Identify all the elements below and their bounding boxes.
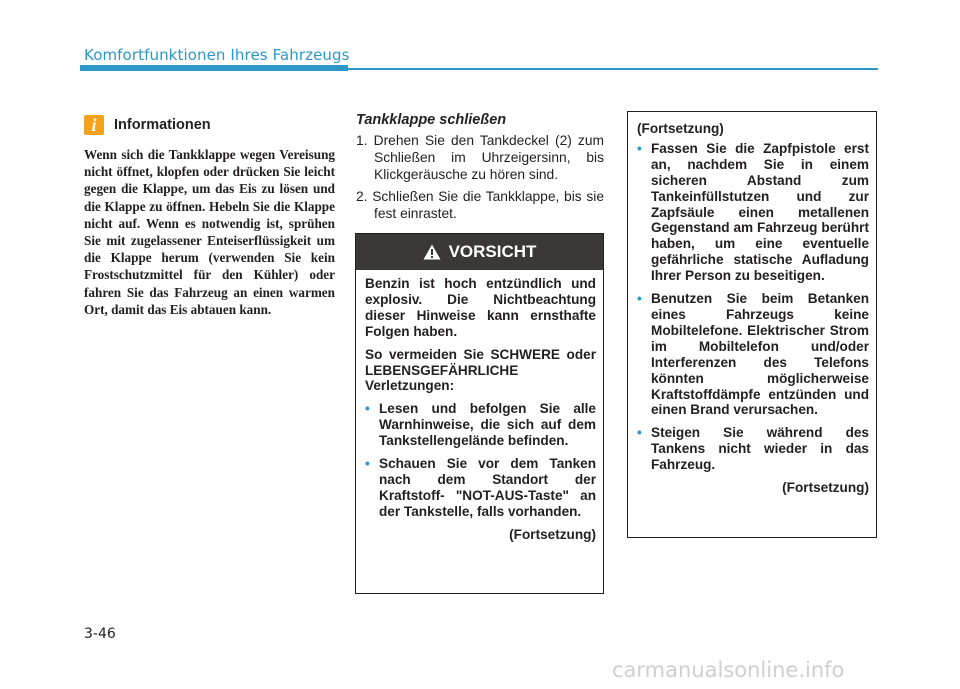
caution-paragraph: Benzin ist hoch entzündlich und explosiv. Die Nichtbeachtung dieser Hinweise kann ernsthafte Folgen haben.	[365, 276, 596, 339]
continuation-box	[627, 111, 877, 538]
bullet-icon: •	[637, 425, 642, 441]
continuation-bullet-text: Fassen Sie die Zapfpistole erst an, nachdem Sie in einem sicheren Abstand zum Tankeinfüllstutzen und zur Zapfsäule einen metallenen Gegenstand am Fahrzeug berührt haben, um eine eventuelle gefährliche statische Aufladung Ihrer Person zu beseitigen.	[651, 140, 869, 284]
bullet-icon: •	[365, 401, 370, 417]
caution-bullet-text: Schauen Sie vor dem Tanken nach dem Standort der Kraftstoff- "NOT-AUS-Taste" an der Tankstelle, falls vorhanden.	[379, 456, 596, 519]
caution-bullets	[365, 401, 596, 519]
steps-list	[356, 132, 604, 227]
info-heading	[84, 115, 211, 135]
info-icon: i	[84, 115, 104, 135]
warning-triangle-icon	[423, 244, 441, 260]
caution-bullet-text: Lesen und befolgen Sie alle Warnhinweise, die sich auf dem Tankstellengelände befinden.	[379, 401, 596, 449]
caution-bullet-item	[365, 456, 596, 520]
step-item: 2. Schließen Sie die Tankklappe, bis sie fest einrastet.	[356, 189, 604, 221]
bullet-icon: •	[637, 291, 642, 307]
continued-label: (Fortsetzung)	[509, 526, 596, 542]
header-title: Komfortfunktionen Ihres Fahrzeugs	[84, 46, 350, 64]
info-text: Wenn sich die Tankklappe wegen Vereisung nicht öffnet, klopfen oder drücken Sie leicht gegen die Klappe, um das Eis zu lösen und die Klappe zu öffnen. Hebeln Sie die Klappe nicht auf. Wenn es notwendig ist, sprühen Sie mit zugelassener Enteiserflüssigkeit um die Klappe herum (verwenden Sie kein Frostschutzmittel für den Kühler) oder fahren Sie das Fahrzeug an einen warmen Ort, damit das Eis abtauen kann.	[84, 147, 335, 317]
caution-box	[355, 233, 604, 594]
continuation-bullet-text: Steigen Sie während des Tankens nicht wieder in das Fahrzeug.	[651, 425, 869, 473]
continuation-body	[628, 112, 876, 496]
step-item: 1. Drehen Sie den Tankdeckel (2) zum Schließen im Uhrzeigersinn, bis Klickgeräusche zu hören sind.	[356, 133, 604, 182]
continuation-bullet-item	[637, 141, 869, 284]
section-title: Tankklappe schließen	[356, 112, 507, 128]
page-number: 3-46	[84, 626, 116, 642]
caution-header	[356, 234, 603, 270]
caution-label: VORSICHT	[448, 242, 537, 261]
continuation-bullet-text: Benutzen Sie beim Betanken eines Fahrzeugs keine Mobiltelefone. Elektrischer Strom im Mobiltelefon und/oder Interferenzen des Telefons könnten möglicherweise Kraftstoffdämpfe entzünden und einen Brand verursachen.	[651, 291, 869, 418]
bullet-icon: •	[637, 140, 642, 156]
continuation-bullets	[637, 141, 869, 473]
caution-bullet-item	[365, 401, 596, 449]
caution-body	[356, 270, 603, 543]
continuation-bullet-item	[637, 291, 869, 418]
continuation-head: (Fortsetzung)	[637, 121, 724, 136]
watermark: carmanualsonline.info	[612, 658, 845, 682]
bullet-icon: •	[365, 456, 370, 472]
header-rule	[80, 65, 348, 71]
info-title: Informationen	[114, 117, 211, 133]
continued-label: (Fortsetzung)	[782, 480, 869, 496]
header-rule-thin	[348, 68, 878, 70]
continuation-bullet-item	[637, 425, 869, 473]
caution-paragraph: So vermeiden Sie SCHWERE oder LEBENSGEFÄHRLICHE Verletzungen:	[365, 346, 596, 394]
